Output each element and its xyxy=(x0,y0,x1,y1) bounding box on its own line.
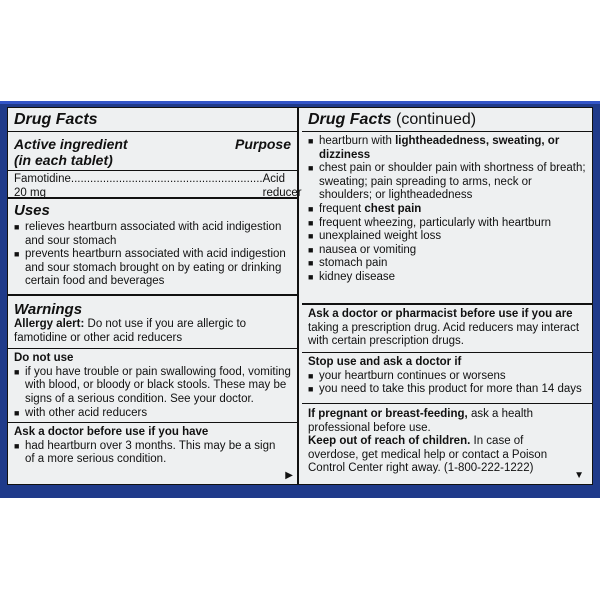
left-column xyxy=(8,108,302,484)
list-item: ■ if you have trouble or pain swallowing food, vomiting with blood, or bloody or black stools. These may be signs of a serious condition. See your doctor. xyxy=(14,366,291,407)
allergy-alert xyxy=(8,318,297,349)
pregnancy-label: If pregnant or breast-feeding, xyxy=(308,408,468,420)
triangle-right-icon: ▶ xyxy=(285,470,293,481)
allergy-alert-label: Allergy alert: xyxy=(14,318,85,330)
allergy-alert-text: Do not use if you are allergic to famotidine or other acid reducers xyxy=(14,318,247,344)
continued-label: (continued) xyxy=(391,111,477,128)
symptoms-section xyxy=(302,132,592,305)
packaging-band-highlight xyxy=(0,101,600,104)
ask-pharmacist-section xyxy=(302,305,592,353)
list-item: ■ unexplained weight loss xyxy=(308,230,586,244)
list-item: ■ frequent chest pain xyxy=(308,203,586,217)
active-ingredient-heading: Active ingredient xyxy=(14,136,128,152)
right-column xyxy=(302,108,592,484)
ask-doctor-list xyxy=(14,440,291,467)
drug-facts-title: Drug Facts xyxy=(308,111,392,128)
list-item: ■ chest pain or shoulder pain with shortness of breath; sweating; pain spreading to arms, neck or shoulders; or lightheadedness xyxy=(308,162,586,203)
list-item: ■ had heartburn over 3 months. This may be a sign of a more serious condition. xyxy=(14,440,291,467)
list-item: ■ heartburn with lightheadedness, sweating, or dizziness xyxy=(308,135,586,162)
warnings-section xyxy=(8,296,297,484)
ingredient-dots: ............................................................ xyxy=(70,173,263,185)
pregnancy-warning xyxy=(308,408,586,435)
pregnancy-and-children-section xyxy=(302,404,592,484)
purpose-heading: Purpose xyxy=(234,136,291,152)
list-item: ■ stomach pain xyxy=(308,257,586,271)
ingredient-name: Famotidine 20 mg xyxy=(14,173,71,199)
ingredient-purpose: Acid reducer xyxy=(262,173,302,199)
drug-facts-title: Drug Facts xyxy=(14,111,98,128)
do-not-use-section xyxy=(8,349,297,423)
ask-pharmacist-text: taking a prescription drug. Acid reducers may interact with certain prescription drugs. xyxy=(308,321,580,348)
list-item: ■ your heartburn continues or worsens xyxy=(308,370,586,384)
triangle-down-icon: ▼ xyxy=(574,470,584,481)
keep-out-text: In case of overdose, get medical help or contact a Poison Control Center right away. (1-800-222-1222) xyxy=(308,435,548,475)
list-item: ■ with other acid reducers xyxy=(14,407,291,421)
ingredient-row xyxy=(8,170,302,200)
keep-out-label: Keep out of reach of children. xyxy=(308,435,471,448)
list-item: ■ kidney disease xyxy=(308,271,586,285)
ask-pharmacist-heading: Ask a doctor or pharmacist before use if you are xyxy=(308,308,573,320)
uses-list xyxy=(14,221,291,289)
ask-doctor-section xyxy=(14,423,291,467)
ask-doctor-heading: Ask a doctor before use if you have xyxy=(14,426,209,439)
stop-use-heading: Stop use and ask a doctor if xyxy=(308,356,462,368)
active-ingredient-section xyxy=(8,132,302,199)
drug-facts-panel xyxy=(7,107,593,485)
pregnancy-text: ask a health professional before use. xyxy=(308,408,533,434)
stop-use-section xyxy=(302,353,592,404)
stop-use-list xyxy=(308,370,586,397)
list-item: ■ nausea or vomiting xyxy=(308,244,586,258)
list-item: ■ prevents heartburn associated with acid indigestion and sour stomach brought on by eating or drinking certain food and beverages xyxy=(14,248,291,289)
do-not-use-list xyxy=(14,366,291,420)
list-item: ■ relieves heartburn associated with acid indigestion and sour stomach xyxy=(14,221,291,248)
active-ingredient-subheading: (in each tablet) xyxy=(14,152,113,168)
symptoms-list xyxy=(308,135,586,285)
list-item: ■ you need to take this product for more than 14 days xyxy=(308,383,586,397)
drug-facts-continued-header xyxy=(302,108,592,132)
list-item: ■ frequent wheezing, particularly with heartburn xyxy=(308,217,586,231)
keep-out-of-reach xyxy=(308,435,586,476)
drug-facts-header xyxy=(8,108,297,132)
warnings-heading: Warnings xyxy=(14,301,83,318)
uses-section xyxy=(8,199,297,296)
uses-heading: Uses xyxy=(14,202,50,219)
do-not-use-heading: Do not use xyxy=(14,352,74,365)
